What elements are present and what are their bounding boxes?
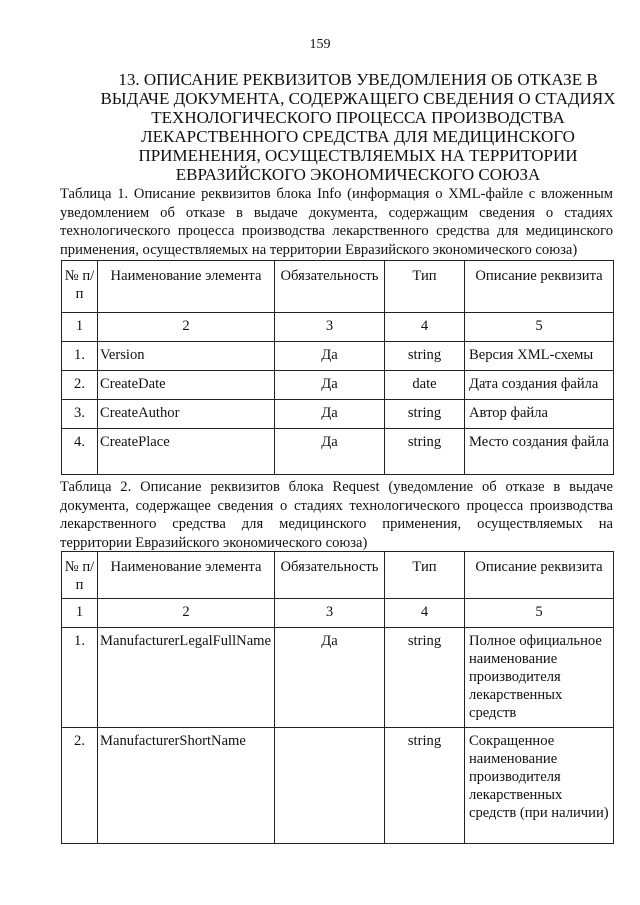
element-description: Версия XML-схемы [465, 342, 614, 371]
number-cell: 2 [98, 599, 275, 628]
required-flag: Да [275, 628, 385, 728]
request-block-table [61, 551, 614, 844]
table2-caption: Таблица 2. Описание реквизитов блока Request (уведомление об отказе в выдаче документа, содержащее сведения о стадиях технологического процесса производства лекарственного средства для медицинского применения, осуществляемых на территории Евразийского экономического союза) [60, 479, 613, 551]
element-type: string [385, 429, 465, 475]
element-type: date [385, 371, 465, 400]
element-description: Полное официальное наименование производителя лекарственных средств [465, 628, 614, 728]
element-type: string [385, 628, 465, 728]
header-cell: Наименование элемента [98, 552, 275, 599]
header-cell: Описание реквизита [465, 261, 614, 313]
row-number: 3. [62, 400, 98, 429]
table-row [62, 429, 614, 475]
header-cell: № п/п [62, 552, 98, 599]
row-number: 1. [62, 342, 98, 371]
number-cell: 1 [62, 313, 98, 342]
element-name: CreateDate [98, 371, 275, 400]
table-header-row [62, 552, 614, 599]
header-cell: Наименование элемента [98, 261, 275, 313]
element-name: CreateAuthor [98, 400, 275, 429]
number-cell: 3 [275, 313, 385, 342]
element-name: Version [98, 342, 275, 371]
header-cell: Обязательность [275, 261, 385, 313]
row-number: 4. [62, 429, 98, 475]
element-description: Сокращенное наименование производителя лекарственных средств (при наличии) [465, 728, 614, 844]
number-cell: 5 [465, 313, 614, 342]
header-cell: № п/п [62, 261, 98, 313]
number-cell: 4 [385, 599, 465, 628]
required-flag: Да [275, 429, 385, 475]
element-description: Дата создания файла [465, 371, 614, 400]
number-cell: 5 [465, 599, 614, 628]
table-row [62, 628, 614, 728]
element-name: CreatePlace [98, 429, 275, 475]
number-cell: 2 [98, 313, 275, 342]
row-number: 1. [62, 628, 98, 728]
header-cell: Тип [385, 552, 465, 599]
page-number: 159 [309, 37, 331, 52]
info-block-table [61, 260, 614, 475]
element-description: Автор файла [465, 400, 614, 429]
table-row [62, 342, 614, 371]
table-row [62, 728, 614, 844]
number-cell: 1 [62, 599, 98, 628]
header-cell: Тип [385, 261, 465, 313]
required-flag: Да [275, 342, 385, 371]
section-heading: 13. ОПИСАНИЕ РЕКВИЗИТОВ УВЕДОМЛЕНИЯ ОБ ОТКАЗЕ В ВЫДАЧЕ ДОКУМЕНТА, СОДЕРЖАЩЕГО СВЕДЕНИЯ О СТАДИЯХ ТЕХНОЛОГИЧЕСКОГО ПРОЦЕССА ПРОИЗВОДСТВА ЛЕКАРСТВЕННОГО СРЕДСТВА ДЛЯ МЕДИЦИНСКОГО ПРИМЕНЕНИЯ, ОСУЩЕСТВЛЯЕМЫХ НА ТЕРРИТОРИИ ЕВРАЗИЙСКОГО ЭКОНОМИЧЕСКОГО СОЮЗА [100, 70, 616, 184]
table-header-row [62, 261, 614, 313]
element-name: ManufacturerLegalFullName [98, 628, 275, 728]
element-description: Место создания файла [465, 429, 614, 475]
element-type: string [385, 342, 465, 371]
required-flag: Да [275, 400, 385, 429]
numbering-row [62, 313, 614, 342]
row-number: 2. [62, 371, 98, 400]
element-name: ManufacturerShortName [98, 728, 275, 844]
header-cell: Обязательность [275, 552, 385, 599]
table-row [62, 400, 614, 429]
header-cell: Описание реквизита [465, 552, 614, 599]
row-number: 2. [62, 728, 98, 844]
numbering-row [62, 599, 614, 628]
element-type: string [385, 728, 465, 844]
table-row [62, 371, 614, 400]
table1-caption: Таблица 1. Описание реквизитов блока Info (информация о XML-файле с вложенным уведомлением об отказе в выдаче документа, содержащим сведения о стадиях технологического процесса производства лекарственного средства для медицинского применения, осуществляемых на территории Евразийского экономического союза) [60, 186, 613, 258]
required-flag [275, 728, 385, 844]
required-flag: Да [275, 371, 385, 400]
number-cell: 4 [385, 313, 465, 342]
number-cell: 3 [275, 599, 385, 628]
element-type: string [385, 400, 465, 429]
